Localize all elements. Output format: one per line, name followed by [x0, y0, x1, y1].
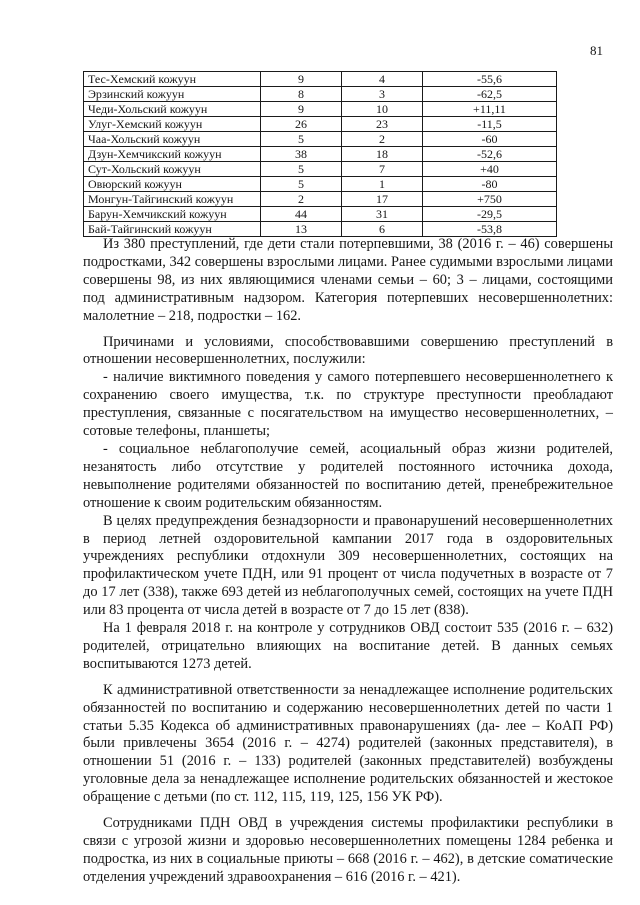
table-row [84, 177, 557, 192]
percent-change-cell: -55,6 [423, 72, 557, 87]
paragraph-parents-control: На 1 февраля 2018 г. на контроле у сотрудников ОВД состоит 535 (2016 г. – 632) родителей, отрицательно влияющих на воспитание детей. В данных семьях воспитываются 1273 детей. [83, 620, 613, 672]
count-2017-cell: 6 [342, 222, 423, 237]
district-name-cell: Улуг-Хемский кожуун [84, 117, 261, 132]
paragraph-cause-victim-behavior: - наличие виктимного поведения у самого потерпевшего несовершеннолетнего к сохранению своего имущества, т.к. по структуре преступности преобладают преступления, связанные с посягательством на имущество несовершеннолетних, – сотовые телефоны, планшеты; [83, 369, 613, 440]
district-name-cell: Эрзинский кожуун [84, 87, 261, 102]
paragraph-cause-social-trouble: - социальное неблагополучие семей, асоциальный образ жизни родителей, незанятость либо отсутствие у родителей постоянного источника дохода, невыполнение родителями обязанностей по воспитанию детей, пренебрежительное отношение к своим родительским обязанностям. [83, 440, 613, 511]
district-name-cell: Сут-Хольский кожуун [84, 162, 261, 177]
percent-change-cell: -52,6 [423, 147, 557, 162]
percent-change-cell: +750 [423, 192, 557, 207]
count-2017-cell: 31 [342, 207, 423, 222]
table-row [84, 72, 557, 87]
district-name-cell: Овюрский кожуун [84, 177, 261, 192]
count-2016-cell: 2 [261, 192, 342, 207]
paragraph-causes-intro: Причинами и условиями, способствовавшими совершению преступлений в отношении несовершеннолетних, послужили: [83, 333, 613, 368]
table-row [84, 162, 557, 177]
count-2016-cell: 5 [261, 162, 342, 177]
count-2016-cell: 26 [261, 117, 342, 132]
count-2016-cell: 44 [261, 207, 342, 222]
count-2017-cell: 2 [342, 132, 423, 147]
table-row [84, 192, 557, 207]
count-2017-cell: 10 [342, 102, 423, 117]
district-name-cell: Монгун-Тайгинский кожуун [84, 192, 261, 207]
percent-change-cell: +11,11 [423, 102, 557, 117]
count-2017-cell: 18 [342, 147, 423, 162]
table-body [84, 72, 557, 237]
count-2017-cell: 7 [342, 162, 423, 177]
table-row [84, 132, 557, 147]
paragraph-summer-campaign: В целях предупреждения безнадзорности и правонарушений несовершеннолетних в период летней оздоровительной кампании 2017 года в оздоровительных учреждениях республики отдохнули 309 несовершеннолетних, состоящих на профилактическом учете ПДН, или 91 процент от числа подучетных в возрасте от 7 до 17 лет (338), также 693 детей из неблагополучных семей, состоящих на учете ПДН или 83 процента от числа детей в возрасте от 7 до 15 лет (838). [83, 512, 613, 619]
district-name-cell: Чеди-Хольский кожуун [84, 102, 261, 117]
count-2016-cell: 5 [261, 177, 342, 192]
table-row [84, 222, 557, 237]
count-2017-cell: 3 [342, 87, 423, 102]
count-2016-cell: 8 [261, 87, 342, 102]
percent-change-cell: -29,5 [423, 207, 557, 222]
district-name-cell: Чаа-Хольский кожуун [84, 132, 261, 147]
percent-change-cell: +40 [423, 162, 557, 177]
percent-change-cell: -80 [423, 177, 557, 192]
table-row [84, 147, 557, 162]
count-2016-cell: 38 [261, 147, 342, 162]
district-name-cell: Тес-Хемский кожуун [84, 72, 261, 87]
count-2017-cell: 23 [342, 117, 423, 132]
count-2017-cell: 4 [342, 72, 423, 87]
table-row [84, 207, 557, 222]
count-2017-cell: 1 [342, 177, 423, 192]
district-name-cell: Бай-Тайгинский кожуун [84, 222, 261, 237]
count-2017-cell: 17 [342, 192, 423, 207]
percent-change-cell: -11,5 [423, 117, 557, 132]
body-text [83, 236, 613, 887]
percent-change-cell: -53,8 [423, 222, 557, 237]
table-row [84, 102, 557, 117]
percent-change-cell: -62,5 [423, 87, 557, 102]
table-row [84, 117, 557, 132]
paragraph-administrative-liability: К административной ответственности за ненадлежащее исполнение родительских обязанностей по воспитанию и содержанию несовершеннолетних детей по части 1 статьи 5.35 Кодекса об административных правонарушениях (да- лее – КоАП РФ) были привлечены 3654 (2016 г. – 4274) родителей (законных представителя), в отношении 51 (2016 г. – 133) родителей (законных представителей) возбуждены уголовные дела за ненадлежащее исполнение родительских обязанностей и жестокое обращение с детьми (по ст. 112, 115, 119, 125, 156 УК РФ). [83, 681, 613, 806]
count-2016-cell: 9 [261, 102, 342, 117]
paragraph-placements: Сотрудниками ПДН ОВД в учреждения системы профилактики республики в связи с угрозой жизни и здоровью несовершеннолетних помещены 1284 ребенка и подростка, из них в социальные приюты – 668 (2016 г. – 462), в детские соматические отделения учреждений здравоохранения – 616 (2016 г. – 421). [83, 815, 613, 885]
table-row [84, 87, 557, 102]
page-number: 81 [590, 43, 603, 58]
count-2016-cell: 5 [261, 132, 342, 147]
district-statistics-table [83, 71, 557, 237]
district-name-cell: Барун-Хемчикский кожуун [84, 207, 261, 222]
district-name-cell: Дзун-Хемчикский кожуун [84, 147, 261, 162]
paragraph-victims-summary: Из 380 преступлений, где дети стали потерпевшими, 38 (2016 г. – 46) совершены подростками, 342 совершены взрослыми лицами. Ранее судимыми взрослыми лицами совершены 98, из них являющимися членами семьи – 60; 3 – лицами, состоящими под административным надзором. Категория потерпевших несовершеннолетних: малолетние – 218, подростки – 162. [83, 236, 613, 324]
count-2016-cell: 13 [261, 222, 342, 237]
count-2016-cell: 9 [261, 72, 342, 87]
percent-change-cell: -60 [423, 132, 557, 147]
